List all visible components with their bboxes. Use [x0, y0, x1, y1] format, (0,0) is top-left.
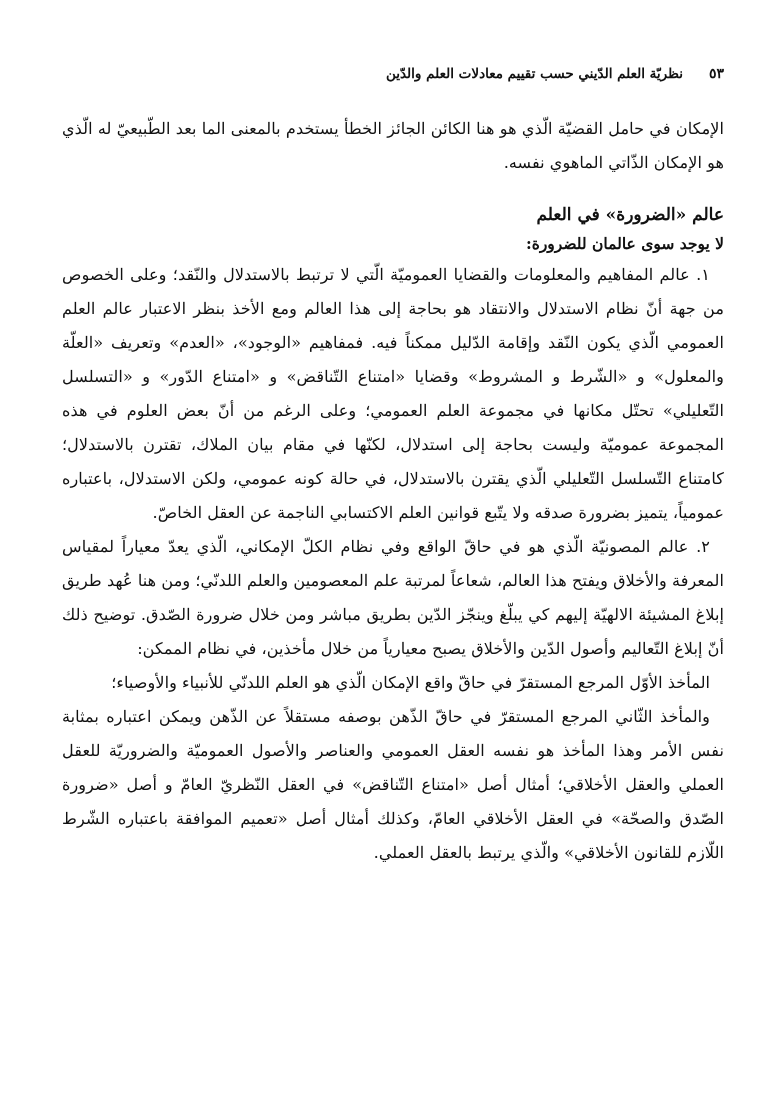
- document-page: [62, 66, 724, 870]
- paragraph-1: ١. عالم المفاهيم والمعلومات والقضايا العموميّة الّتي لا ترتبط بالاستدلال والنّقد؛ وعلى الخصوص من جهة أنّ نظام الاستدلال والانتقاد هو بحاجة إلى هذا العالم ومع الأخذ بنظر الاعتبار عالم العلم العمومي الّذي يكون النّقد وإقامة الدّليل ممكناً فيه. فمفاهيم «الوجود»، «العدم» وتعريف «العلّة والمعلول» و «الشّرط و المشروط» وقضايا «امتناع التّناقض» و «امتناع الدّور» و «التسلسل التّعليلي» تحتّل مكانها في مجموعة العلم العمومي؛ وعلى الرغم من أنّ بعض العلوم في هذه المجموعة عموميّة وليست بحاجة إلى استدلال، لكنّها في مقام بيان الملاك، تقترن بالاستدلال؛ كامتناع التّسلسل التّعليلي الّذي يقترن بالاستدلال، في حالة كونه عمومي، ولكن الاستدلال، باعتباره عمومياً، يتميز بضرورة صدقه ولا يتّبع قوانين العلم الاكتسابي الناجمة عن العقل الخاصّ.: [62, 265, 724, 522]
- paragraph-2: ٢. عالم المصونيّة الّذي هو في حاقّ الواقع وفي نظام الكلّ الإمكاني، الّذي يعدّ معياراً لمقياس المعرفة والأخلاق ويفتح هذا العالم، شعاعاً لمرتبة علم المعصومين والعلم اللدنّي؛ ومن هنا عُهد طريق إبلاغ المشيئة الالهيّة إليهم كي يبلّغ وينجّز الدّين بطريق مباشر ومن خلال ضرورة الصّدق. توضيح ذلك أنّ إبلاغ التّعاليم وأصول الدّين والأخلاق يصبح معيارياً من خلال مأخذين، في نظام الممكن:: [62, 537, 724, 658]
- paragraph-4: والمأخذ الثّاني المرجع المستقرّ في حاقّ الذّهن بوصفه مستقلاً عن الذّهن ويمكن اعتباره بمثابة نفس الأمر وهذا المأخذ هو نفسه العقل العمومي والعناصر والأصول العموميّة والضروريّة للعقل العملي والعقل الأخلاقي؛ أمثال أصل «امتناع التّناقض» في العقل النّظريّ العامّ و أصل «ضرورة الصّدق والصحّة» في العقل الأخلاقي العامّ، وكذلك أمثال أصل «تعميم الموافقة باعتباره الشّرط اللّازم للقانون الأخلاقي» والّذي يرتبط بالعقل العملي.: [62, 707, 724, 862]
- section-title: عالم «الضرورة» في العلم: [536, 205, 724, 225]
- running-title: نظريّة العلم الدّيني حسب تقييم معادلات العلم والدّين: [385, 66, 683, 82]
- running-header: [62, 66, 724, 82]
- page-number: ٥٣: [708, 66, 724, 82]
- section-subtitle: لا يوجد سوى عالمان للضرورة:: [525, 234, 724, 253]
- intro-paragraph: الإمكان في حامل القضيّة الّذي هو هنا الكائن الجائز الخطأ يستخدم بالمعنى الما بعد الطّبيعيّ له الّذي هو الإمكان الذّاتي الماهوي نفسه.: [62, 119, 724, 172]
- paragraph-3: المأخذ الأوّل المرجع المستقرّ في حاقّ واقع الإمكان الّذي هو العلم اللدنّي للأنبياء والأوصياء؛: [111, 673, 710, 692]
